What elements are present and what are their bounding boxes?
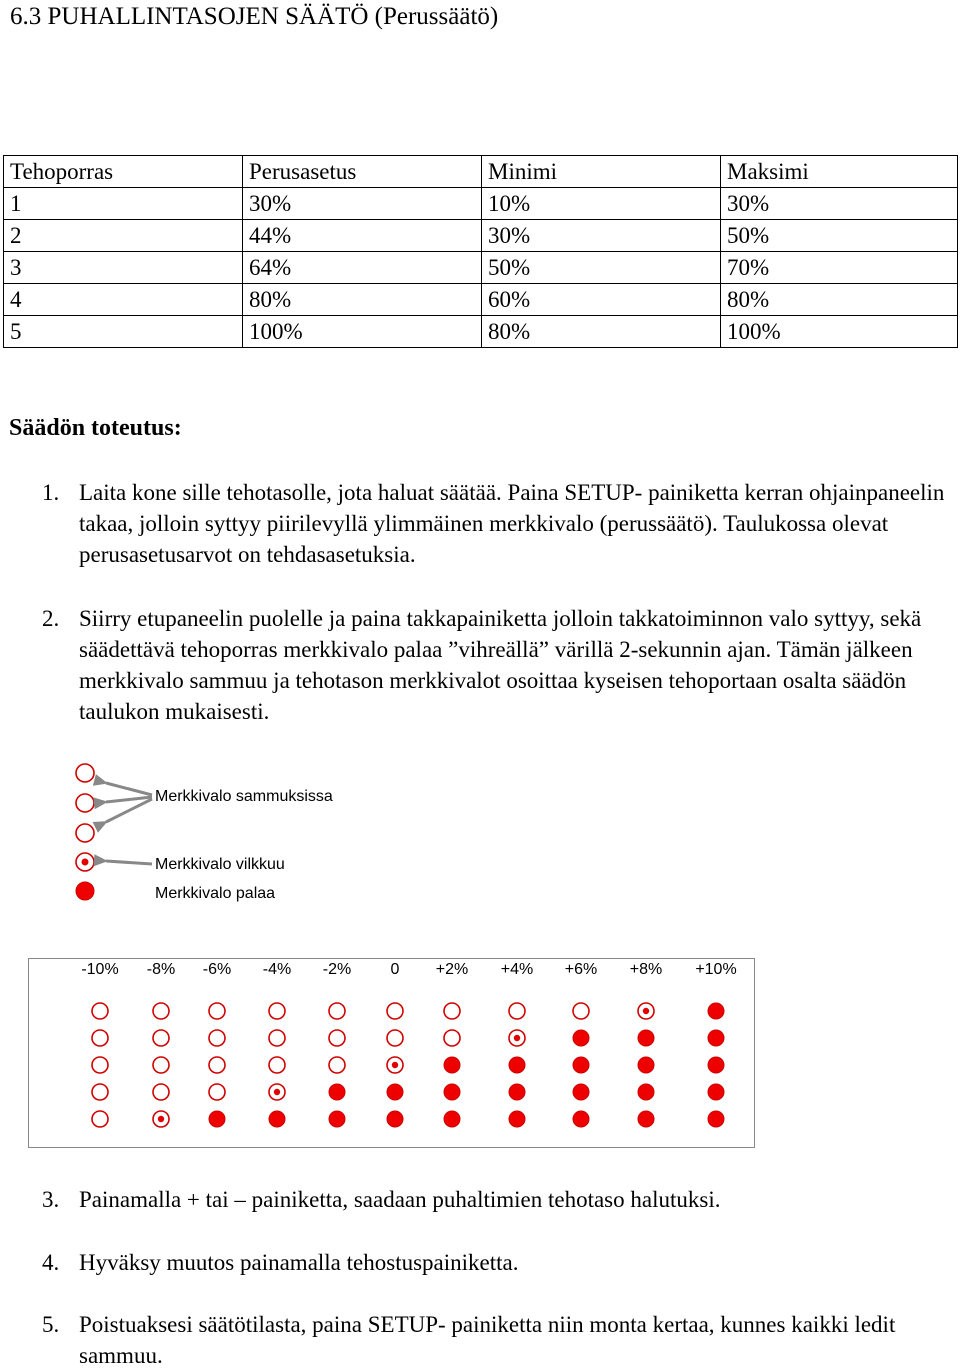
table-cell: 4 (4, 284, 243, 316)
table-cell: 64% (243, 252, 482, 284)
led-off (573, 1003, 589, 1019)
led-on (444, 1084, 460, 1100)
led-on (573, 1111, 589, 1127)
step-text: Siirry etupaneelin puolelle ja paina takkapainiketta jolloin takkatoiminnon valo syttyy, sekä säädettävä tehoporras merkkivalo palaa ”vihreällä” värillä 2-sekunnin ajan. Tämän jälkeen merkkivalo sammuu ja tehotason merkkivalot osoittaa kyseisen tehoportaan osalta säädön taulukon mukaisesti. (79, 606, 922, 724)
led-on (573, 1030, 589, 1046)
led-on (708, 1030, 724, 1046)
table-cell: 60% (482, 284, 721, 316)
led-on (209, 1111, 225, 1127)
led-off (153, 1084, 169, 1100)
legend-label-off: Merkkivalo sammuksissa (155, 788, 333, 805)
led-grid (29, 959, 754, 1147)
legend-led-blink (76, 853, 94, 871)
step-text: Laita kone sille tehotasolle, jota haluat säätää. Paina SETUP- painiketta kerran ohjainpaneelin takaa, jolloin syttyy piirilevyllä ylimmäinen merkkivalo (perussäätö). Taulukossa olevat perusasetusarvot on tehdasasetuksia. (79, 480, 945, 567)
page-title: 6.3 PUHALLINTASOJEN SÄÄTÖ (Perussäätö) (10, 3, 499, 30)
table-row (4, 220, 958, 252)
led-column-header: +2% (435, 961, 469, 978)
section-heading: Säädön toteutus: (9, 415, 182, 441)
led-on (638, 1084, 654, 1100)
led-off (92, 1111, 108, 1127)
led-off (269, 1057, 285, 1073)
led-off (92, 1030, 108, 1046)
table-cell: 100% (721, 316, 958, 348)
step-text: Poistuaksesi säätötilasta, paina SETUP- painiketta niin monta kertaa, kunnes kaikki ledit sammuu. (79, 1312, 896, 1368)
arrow-icon (106, 783, 152, 864)
led-on (329, 1084, 345, 1100)
led-on (708, 1111, 724, 1127)
table-header-row (4, 156, 958, 188)
table-header-cell: Minimi (482, 156, 721, 188)
led-off (153, 1057, 169, 1073)
table-cell: 30% (721, 188, 958, 220)
led-blink (153, 1111, 169, 1127)
table-cell: 100% (243, 316, 482, 348)
table-header-cell: Perusasetus (243, 156, 482, 188)
led-off (153, 1030, 169, 1046)
led-off (509, 1003, 525, 1019)
table-cell: 80% (482, 316, 721, 348)
led-on (573, 1084, 589, 1100)
led-off (444, 1003, 460, 1019)
led-on (638, 1111, 654, 1127)
legend-led-off (76, 824, 94, 842)
led-off (209, 1057, 225, 1073)
led-off (329, 1030, 345, 1046)
table-cell: 50% (482, 252, 721, 284)
step-text: Hyväksy muutos painamalla tehostuspainiketta. (79, 1250, 519, 1275)
led-off (209, 1003, 225, 1019)
led-off (92, 1057, 108, 1073)
led-off (329, 1057, 345, 1073)
table-cell: 50% (721, 220, 958, 252)
led-off (444, 1030, 460, 1046)
table-row (4, 252, 958, 284)
led-off (387, 1003, 403, 1019)
legend-led-off (76, 764, 94, 782)
led-on (638, 1030, 654, 1046)
table-cell: 30% (482, 220, 721, 252)
table-cell: 10% (482, 188, 721, 220)
table-cell: 1 (4, 188, 243, 220)
step-number: 3. (42, 1187, 60, 1212)
led-on (708, 1084, 724, 1100)
table-cell: 80% (243, 284, 482, 316)
step-number: 5. (42, 1312, 60, 1337)
led-on (444, 1057, 460, 1073)
table-cell: 80% (721, 284, 958, 316)
led-column-header: -8% (146, 961, 176, 978)
led-off (92, 1084, 108, 1100)
step-number: 1. (42, 480, 60, 505)
led-on (509, 1084, 525, 1100)
led-on (387, 1111, 403, 1127)
led-blink (509, 1030, 525, 1046)
led-off (92, 1003, 108, 1019)
step-text: Painamalla + tai – painiketta, saadaan puhaltimien tehotaso halutuksi. (79, 1187, 721, 1212)
led-on (708, 1003, 724, 1019)
legend-led-on (76, 882, 94, 900)
table-header-cell: Maksimi (721, 156, 958, 188)
led-on (509, 1057, 525, 1073)
led-column-header: -2% (322, 961, 352, 978)
legend-label-blink: Merkkivalo vilkkuu (155, 856, 285, 873)
led-column-header: -6% (202, 961, 232, 978)
legend-led-off (76, 794, 94, 812)
led-on (329, 1111, 345, 1127)
led-on (509, 1111, 525, 1127)
led-on (444, 1111, 460, 1127)
led-on (638, 1057, 654, 1073)
led-blink (638, 1003, 654, 1019)
led-column-header: -4% (262, 961, 292, 978)
led-column-header: +6% (564, 961, 598, 978)
legend-label-on: Merkkivalo palaa (155, 885, 276, 902)
led-on (387, 1084, 403, 1100)
table-row (4, 284, 958, 316)
led-off (387, 1030, 403, 1046)
table-cell: 3 (4, 252, 243, 284)
table-cell: 2 (4, 220, 243, 252)
table-cell: 5 (4, 316, 243, 348)
table-cell: 70% (721, 252, 958, 284)
led-on (269, 1111, 285, 1127)
led-off (209, 1084, 225, 1100)
led-off (209, 1030, 225, 1046)
led-column-header: +10% (695, 961, 737, 978)
table-cell: 30% (243, 188, 482, 220)
led-off (153, 1003, 169, 1019)
led-blink (387, 1057, 403, 1073)
led-column-header: +4% (500, 961, 534, 978)
led-off (269, 1030, 285, 1046)
led-column-header: +8% (629, 961, 663, 978)
step-number: 2. (42, 606, 60, 631)
led-off (269, 1003, 285, 1019)
table-header-cell: Tehoporras (4, 156, 243, 188)
led-state-table (28, 958, 755, 1148)
led-off (329, 1003, 345, 1019)
led-blink (269, 1084, 285, 1100)
step-number: 4. (42, 1250, 60, 1275)
led-on (573, 1057, 589, 1073)
table-row (4, 188, 958, 220)
settings-table (3, 155, 958, 348)
led-on (708, 1057, 724, 1073)
led-column-header: -10% (81, 961, 119, 978)
table-cell: 44% (243, 220, 482, 252)
led-column-header: 0 (390, 961, 400, 978)
table-row (4, 316, 958, 348)
